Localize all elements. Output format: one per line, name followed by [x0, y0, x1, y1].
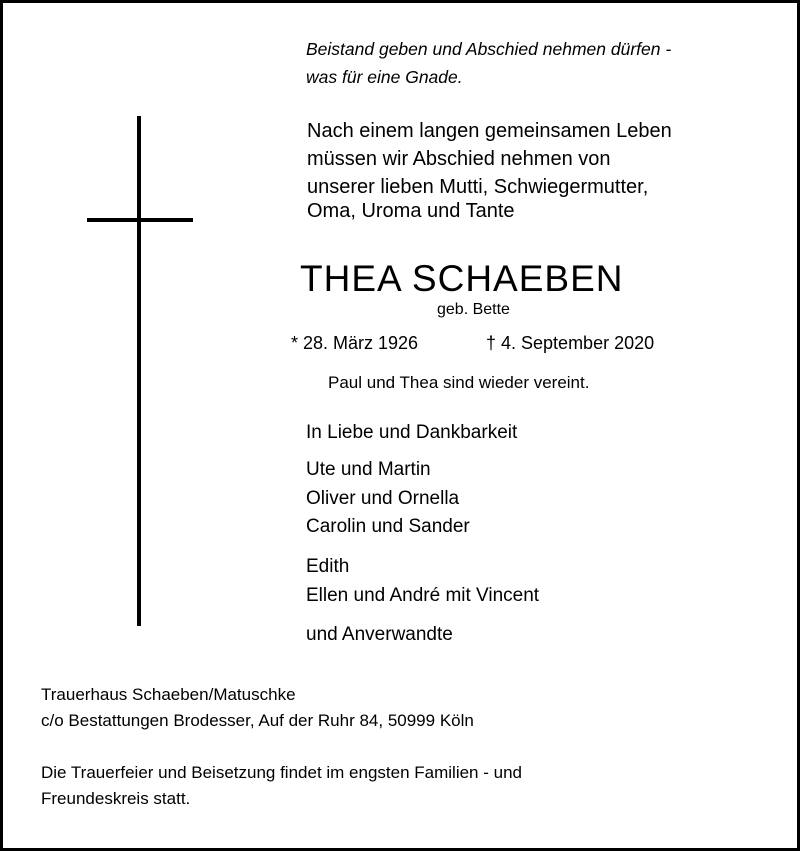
death-date: † 4. September 2020 — [486, 333, 655, 353]
birth-date: * 28. März 1926 — [291, 333, 419, 353]
cross-horizontal-bar — [87, 218, 193, 222]
quote-line: Paul und Thea sind wieder vereint. — [328, 373, 590, 392]
mourner-line: Carolin und Sander — [306, 516, 470, 537]
intro-line-4: Oma, Uroma und Tante — [307, 200, 515, 222]
mourners-heading: In Liebe und Dankbarkeit — [306, 422, 518, 443]
intro-line-1: Nach einem langen gemeinsamen Leben — [307, 120, 672, 142]
mourners-closing: und Anverwandte — [306, 624, 453, 645]
intro-line-3: unserer lieben Mutti, Schwiegermutter, — [307, 176, 649, 198]
mourner-line: Ute und Martin — [306, 459, 431, 480]
deceased-name: THEA SCHAEBEN — [300, 258, 624, 299]
motto-line-2: was für eine Gnade. — [306, 67, 463, 87]
intro-line-2: müssen wir Abschied nehmen von — [307, 148, 611, 170]
maiden-name: geb. Bette — [437, 301, 510, 318]
footer-note-line-1: Die Trauerfeier und Beisetzung findet im engsten Familien - und — [41, 763, 522, 782]
footer-address-line-2: c/o Bestattungen Brodesser, Auf der Ruhr 84, 50999 Köln — [41, 711, 474, 730]
motto-line-1: Beistand geben und Abschied nehmen dürfen - — [306, 39, 672, 59]
mourner-line: Ellen und André mit Vincent — [306, 585, 540, 606]
mourner-line: Edith — [306, 556, 350, 577]
footer-address-line-1: Trauerhaus Schaeben/Matuschke — [41, 685, 296, 704]
mourner-line: Oliver und Ornella — [306, 488, 460, 509]
footer-note-line-2: Freundeskreis statt. — [41, 789, 191, 808]
cross-vertical-bar — [137, 116, 141, 626]
